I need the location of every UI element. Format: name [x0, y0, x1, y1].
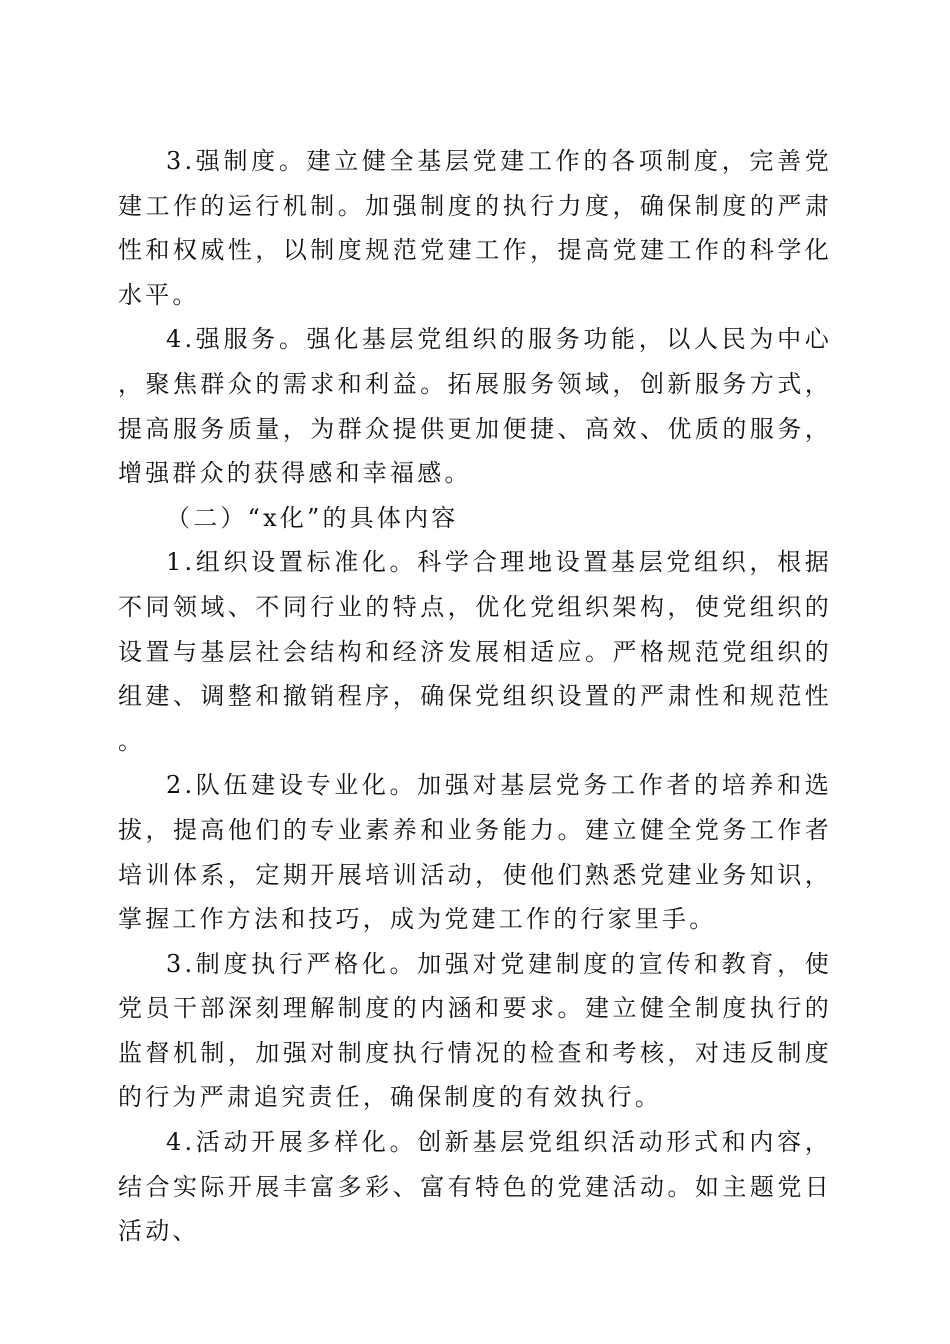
- paragraph-team-professionalization: 2.队伍建设专业化。加强对基层党务工作者的培养和选拔，提高他们的专业素养和业务能力。建立健全党务工作者培训体系，定期开展培训活动，使他们熟悉党建业务知识，掌握工作方法和技巧，成为党建工作的行家里手。: [118, 771, 832, 934]
- section-heading: （二）“x化”的具体内容: [166, 503, 459, 532]
- document-page: [118, 139, 832, 1254]
- paragraph-activity-diversification: 4.活动开展多样化。创新基层党组织活动形式和内容，结合实际开展丰富多彩、富有特色的党建活动。如主题党日活动、: [118, 1128, 832, 1246]
- paragraph-system-execution: 3.制度执行严格化。加强对党建制度的宣传和教育，使党员干部深刻理解制度的内涵和要求。建立健全制度执行的监督机制，加强对制度执行情况的检查和考核，对违反制度的行为严肃追究责任，确保制度的有效执行。: [118, 949, 832, 1112]
- paragraph-organization-standardization: 1.组织设置标准化。科学合理地设置基层党组织，根据不同领域、不同行业的特点，优化党组织架构，使党组织的设置与基层社会结构和经济发展相适应。严格规范党组织的组建、调整和撤销程序，确保党组织设置的严肃性和规范性。: [118, 548, 832, 755]
- paragraph-strengthen-system: 3.强制度。建立健全基层党建工作的各项制度，完善党建工作的运行机制。加强制度的执行力度，确保制度的严肃性和权威性，以制度规范党建工作，提高党建工作的科学化水平。: [118, 147, 832, 309]
- paragraph-strengthen-service: 4.强服务。强化基层党组织的服务功能，以人民为中心，聚焦群众的需求和利益。拓展服务领域，创新服务方式，提高服务质量，为群众提供更加便捷、高效、优质的服务，增强群众的获得感和幸福感。: [118, 325, 832, 488]
